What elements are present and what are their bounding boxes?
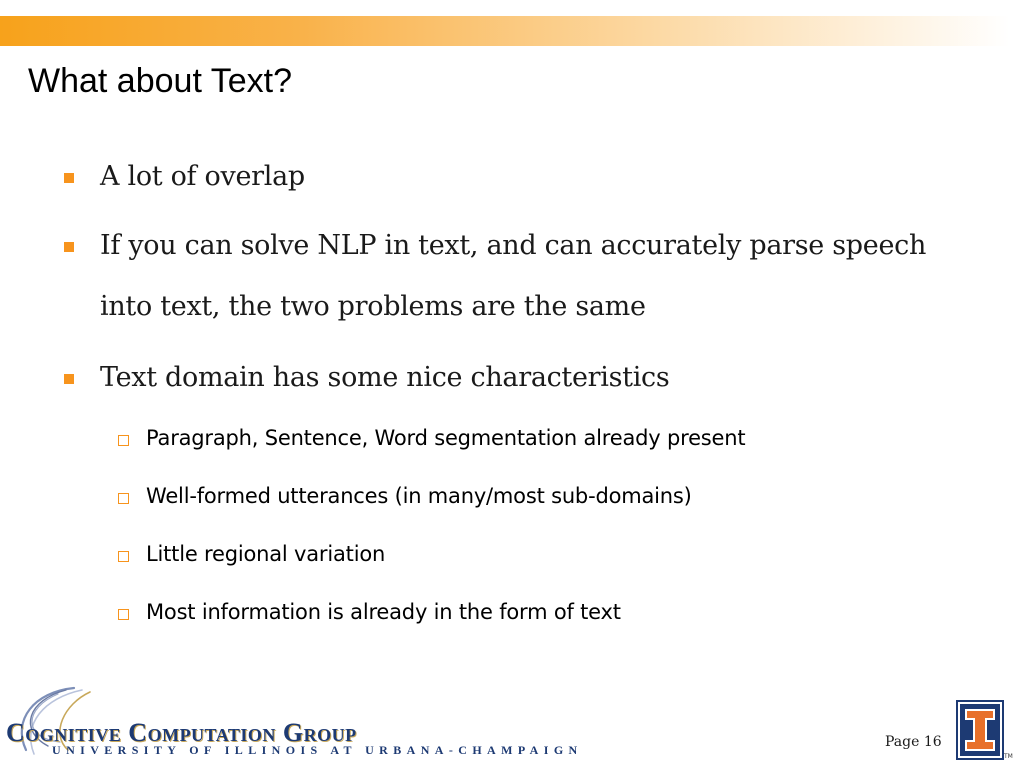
hollow-square-bullet-icon (118, 609, 129, 620)
trademark-mark: TM (1004, 753, 1013, 760)
hollow-square-bullet-icon (118, 551, 129, 562)
group-name-logo-text: Cognitive Computation Group (6, 718, 357, 747)
bullet-text: Text domain has some nice characteristics (100, 362, 670, 393)
square-bullet-icon (64, 374, 74, 384)
university-name-logo-text: UNIVERSITY OF ILLINOIS AT URBANA-CHAMPAIGN (52, 743, 583, 757)
sub-bullet-text: Most information is already in the form of text (146, 600, 621, 624)
bullet-text-line-1: If you can solve NLP in text, and can accurately parse speech (100, 230, 927, 261)
square-bullet-icon (64, 173, 74, 183)
page-number: Page 16 (885, 734, 942, 750)
sub-bullet-text: Well-formed utterances (in many/most sub-domains) (146, 484, 692, 508)
slide-title: What about Text? (28, 62, 292, 100)
hollow-square-bullet-icon (118, 435, 129, 446)
bullet-text: A lot of overlap (100, 161, 305, 192)
sub-bullet-text: Little regional variation (146, 542, 386, 566)
square-bullet-icon (64, 242, 74, 252)
bullet-text-line-2: into text, the two problems are the same (100, 291, 646, 322)
sub-bullet-text: Paragraph, Sentence, Word segmentation already present (146, 426, 746, 450)
block-i-logo-icon (956, 700, 1004, 760)
hollow-square-bullet-icon (118, 493, 129, 504)
